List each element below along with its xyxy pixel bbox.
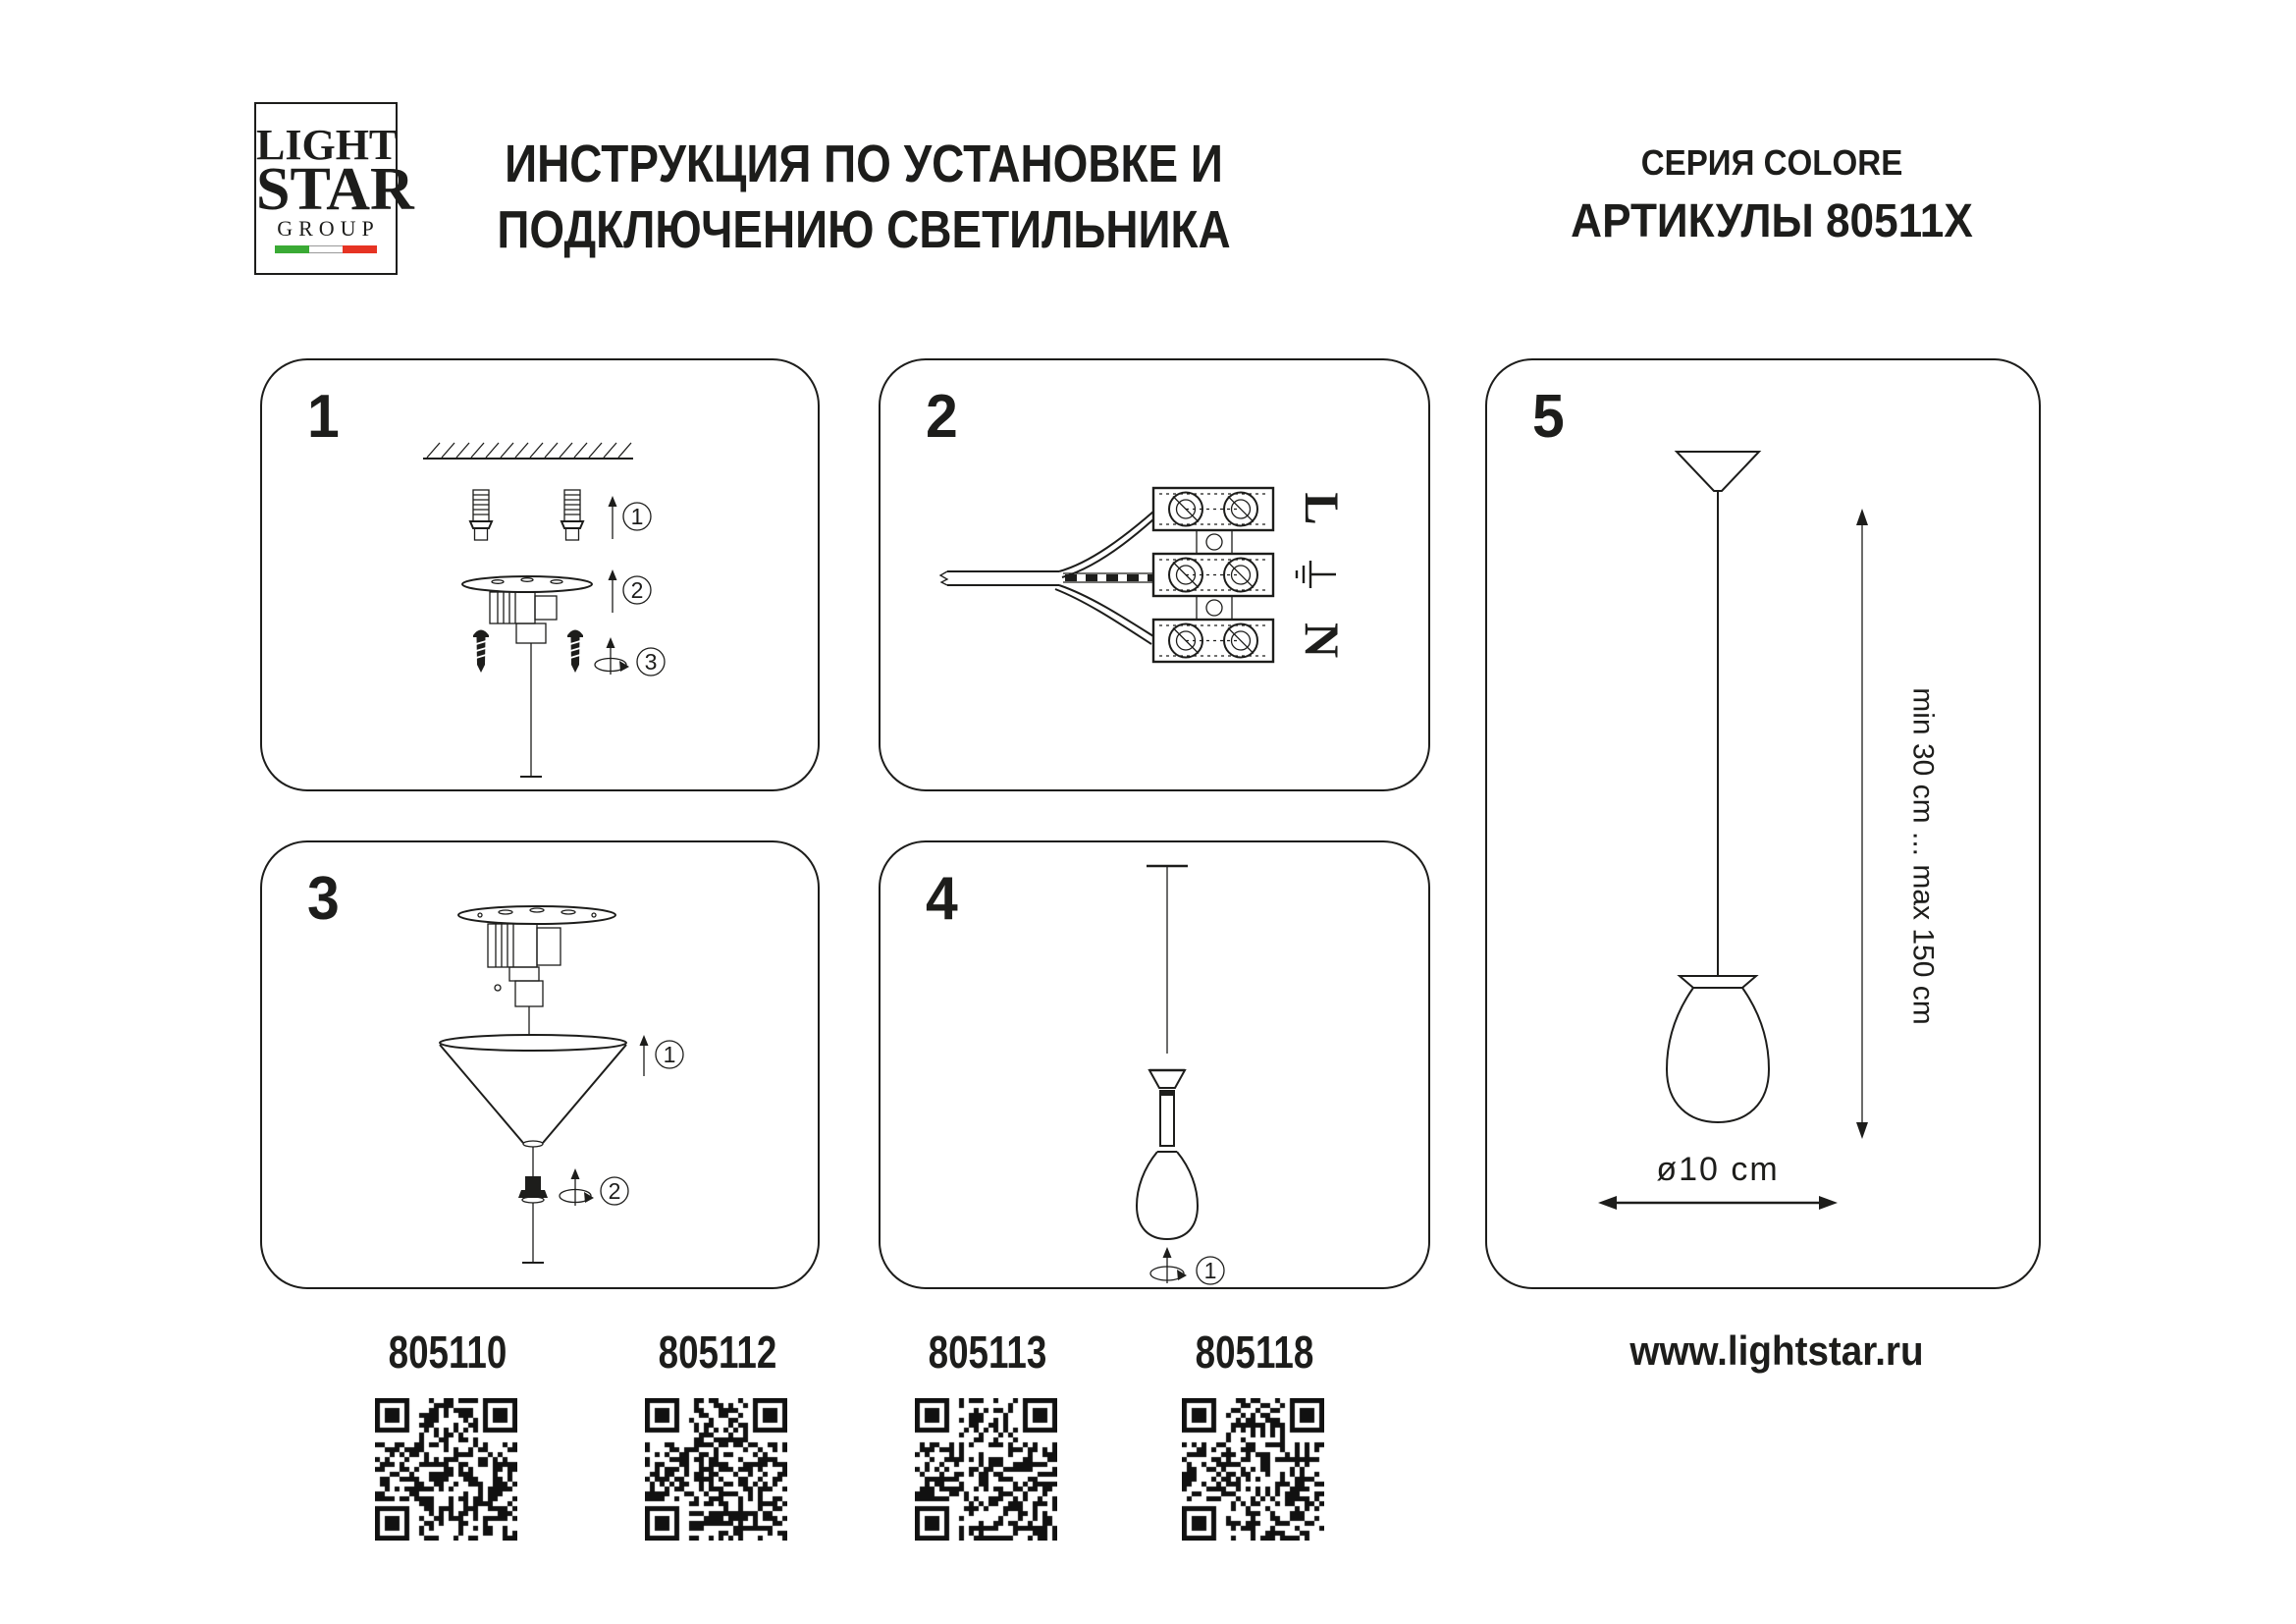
- pendant-dimensions-diagram: [1487, 360, 2039, 1287]
- up-arrow-icon: [640, 1035, 649, 1076]
- screw-icon: [473, 630, 489, 674]
- step-1-badge: [1197, 1257, 1224, 1284]
- canopy-assembly-diagram: [262, 842, 818, 1287]
- svg-text:1: 1: [1203, 1258, 1217, 1283]
- neutral-terminal-label: N: [1295, 622, 1350, 659]
- qr-code: [915, 1398, 1057, 1541]
- panel-step-5: [1485, 358, 2041, 1289]
- rotate-arrow-icon: [560, 1168, 594, 1206]
- article-column: [644, 1327, 787, 1541]
- qr-code: [375, 1398, 517, 1541]
- up-arrow-icon: [609, 569, 617, 613]
- diameter-dimension: [1598, 1151, 1838, 1210]
- step-2-badge: [623, 576, 651, 604]
- mounting-plate: [458, 906, 615, 1036]
- mounting-plate: [462, 576, 592, 777]
- drop-shade: [1667, 976, 1769, 1122]
- wall-anchor-icon: [561, 490, 583, 540]
- rotate-arrow-icon: [595, 637, 629, 675]
- terminal-screw-icon: [1169, 493, 1257, 658]
- cone-shade: [440, 1035, 626, 1147]
- height-dimension: [1856, 509, 1940, 1139]
- panel-2-number: 2: [926, 383, 958, 451]
- screw-icon: [567, 630, 583, 674]
- series-label: СЕРИЯ COLORE: [1640, 142, 1903, 183]
- italian-flag-icon: [275, 245, 377, 253]
- svg-text:2: 2: [608, 1178, 621, 1204]
- panel-1-number: 1: [307, 383, 340, 451]
- step-1-badge: [623, 503, 651, 530]
- svg-text:2: 2: [630, 577, 644, 603]
- website-url: www.lightstar.ru: [1629, 1327, 1924, 1374]
- flag-green: [275, 245, 309, 253]
- svg-text:1: 1: [663, 1042, 676, 1067]
- ceiling-hatch-icon: [423, 443, 633, 459]
- svg-text:1: 1: [630, 504, 644, 529]
- panel-5-number: 5: [1532, 383, 1565, 451]
- articles-label: АРТИКУЛЫ 80511X: [1571, 195, 1973, 247]
- article-column: [1181, 1327, 1324, 1541]
- supply-cable: [940, 512, 1153, 644]
- panel-step-2: [879, 358, 1430, 791]
- lightstar-logo: [254, 102, 414, 275]
- page-title: [412, 132, 1315, 263]
- cable-stopper: [1149, 1070, 1185, 1095]
- drop-shade: [1137, 1152, 1198, 1239]
- article-column: [914, 1327, 1057, 1541]
- up-arrow-icon: [609, 496, 617, 539]
- shade-mounting-diagram: [881, 842, 1428, 1287]
- height-range-label: min 30 cm ... max 150 cm: [1906, 687, 1940, 1025]
- suspension-cable: [1147, 866, 1188, 1054]
- ceiling-mount-diagram: [262, 360, 818, 789]
- wiring-diagram: [881, 360, 1428, 789]
- qr-code: [645, 1398, 787, 1541]
- panel-4-number: 4: [926, 865, 958, 933]
- svg-text:3: 3: [644, 649, 658, 675]
- article-code: 805110: [388, 1326, 507, 1378]
- step-2-badge: [601, 1177, 628, 1205]
- title-line-1: ИНСТРУКЦИЯ ПО УСТАНОВКЕ И: [505, 135, 1223, 193]
- panel-step-3: [260, 840, 820, 1289]
- title-line-2: ПОДКЛЮЧЕНИЮ СВЕТИЛЬНИКА: [497, 200, 1231, 259]
- article-column: [374, 1327, 517, 1541]
- qr-code: [1182, 1398, 1324, 1541]
- flag-red: [343, 245, 377, 253]
- article-code: 805113: [928, 1326, 1047, 1378]
- series-block: [1526, 143, 2017, 247]
- rotate-arrow-icon: [1150, 1247, 1187, 1283]
- wall-anchor-icon: [470, 490, 492, 540]
- flag-white: [309, 245, 344, 253]
- panel-step-4: [879, 840, 1430, 1289]
- logo-word-light: LIGHT: [256, 121, 399, 169]
- article-code: 805112: [658, 1326, 777, 1378]
- step-1-badge: [656, 1041, 683, 1068]
- lamp-socket: [1160, 1095, 1174, 1146]
- line-terminal-label: L: [1295, 492, 1350, 525]
- cable-grip: [518, 1176, 548, 1203]
- ceiling-canopy: [1677, 452, 1759, 491]
- panel-3-number: 3: [307, 865, 340, 933]
- logo-word-group: GROUP: [277, 216, 380, 241]
- earth-ground-icon: [1297, 561, 1336, 588]
- article-code: 805118: [1195, 1326, 1314, 1378]
- step-3-badge: [637, 648, 665, 676]
- logo-word-star: STAR: [256, 156, 414, 223]
- panel-step-1: [260, 358, 820, 791]
- diameter-label: ø10 cm: [1656, 1151, 1780, 1188]
